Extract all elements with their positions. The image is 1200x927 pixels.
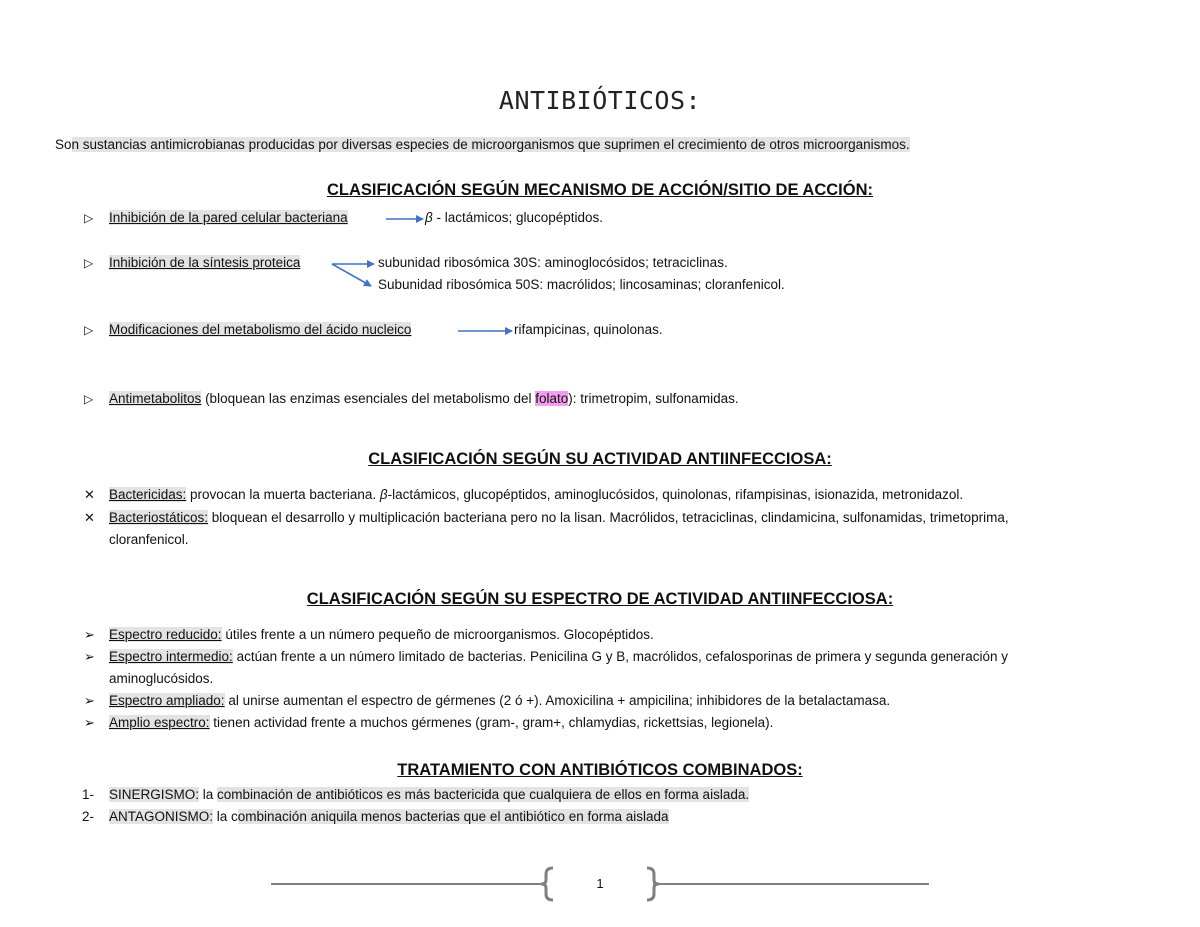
- intro-highlighted: n sustancias antimicrobianas producidas por diversas especies de microorganismos que suprimen el crecimiento de otros microorganismos.: [71, 137, 910, 152]
- mechanism-item-4: [84, 391, 93, 406]
- spectrum-bullet-4: [84, 715, 95, 731]
- spectrum-line-2-cont: aminoglucósidos.: [109, 671, 214, 686]
- spectrum-bullet-2: [84, 649, 95, 665]
- page-title: ANTIBIÓTICOS:: [498, 86, 702, 115]
- activity-bullet-1: [84, 487, 95, 503]
- arrow-icon: [332, 264, 371, 286]
- arrowhead-icon: ➢: [84, 693, 95, 708]
- x-mark-icon: ✕: [84, 487, 95, 502]
- x-mark-icon: ✕: [84, 510, 95, 525]
- mechanism-line-4: Antimetabolitos (bloquean las enzimas esenciales del metabolismo del folato): trimetropim, sulfonamidas.: [109, 391, 739, 406]
- spectrum-bullet-3: [84, 693, 95, 709]
- mechanism-result-3: rifampicinas, quinolonas.: [514, 322, 663, 337]
- combo-number-2: 2-: [82, 809, 95, 824]
- intro-paragraph: [55, 137, 910, 152]
- mechanism-label-3: Modificaciones del metabolismo del ácido nucleico: [109, 322, 412, 337]
- left-brace-icon: [541, 868, 553, 900]
- spectrum-label-2: Espectro intermedio:: [109, 649, 233, 664]
- section1-heading: CLASIFICACIÓN SEGÚN MECANISMO DE ACCIÓN/SITIO DE ACCIÓN:: [326, 181, 874, 199]
- combo-line-1: SINERGISMO: la combinación de antibióticos es más bactericida que cualquiera de ellos en forma aislada.: [109, 787, 750, 802]
- mechanism-item-1: [84, 210, 93, 225]
- section2-heading: CLASIFICACIÓN SEGÚN SU ACTIVIDAD ANTIINFECCIOSA:: [368, 450, 832, 468]
- arrowhead-icon: ➢: [84, 715, 95, 730]
- section3-heading: CLASIFICACIÓN SEGÚN SU ESPECTRO DE ACTIVIDAD ANTIINFECCIOSA:: [306, 590, 894, 608]
- mechanism-label-2: Inhibición de la síntesis proteica: [109, 255, 301, 270]
- combo-line-2: ANTAGONISMO: la combinación aniquila menos bacterias que el antibiótico en forma aislada: [109, 809, 669, 824]
- triangle-right-icon: ▷: [84, 256, 94, 270]
- beta-symbol: β: [425, 210, 433, 225]
- activity-line-2-cont: cloranfenicol.: [109, 532, 189, 547]
- right-brace-icon: [647, 868, 659, 900]
- activity-label-2: Bacteriostáticos:: [109, 510, 209, 525]
- triangle-right-icon: ▷: [84, 392, 94, 406]
- activity-label-1: Bactericidas:: [109, 487, 187, 502]
- spectrum-label-1: Espectro reducido:: [109, 627, 222, 642]
- spectrum-label-3: Espectro ampliado:: [109, 693, 225, 708]
- combo-label-2: ANTAGONISMO:: [109, 809, 214, 824]
- activity-line-1: Bactericidas: provocan la muerta bacteriana. β-lactámicos, glucopéptidos, aminoglucósidos, quinolonas, rifampisinas, isionazida, metronidazol.: [109, 487, 964, 502]
- intro-pre: So: [55, 137, 72, 152]
- spectrum-line-2: Espectro intermedio: actúan frente a un número limitado de bacterias. Penicilina G y B, macrólidos, cefalosporinas de primera y segunda generación y: [109, 649, 1008, 664]
- triangle-right-icon: ▷: [84, 323, 94, 337]
- mechanism-label-1: Inhibición de la pared celular bacteriana: [109, 210, 348, 225]
- mechanism-result-1: β - lactámicos; glucopéptidos.: [425, 210, 604, 225]
- page-number: 1: [596, 876, 604, 891]
- spectrum-label-4: Amplio espectro:: [109, 715, 210, 730]
- combo-number-1: 1-: [82, 787, 95, 802]
- section4-heading: TRATAMIENTO CON ANTIBIÓTICOS COMBINADOS:: [397, 761, 803, 779]
- spectrum-bullet-1: [84, 627, 95, 643]
- spectrum-line-1: Espectro reducido: útiles frente a un número pequeño de microorganismos. Glocopéptidos.: [109, 627, 654, 642]
- mechanism-item-2: [84, 255, 93, 270]
- activity-line-2: Bacteriostáticos: bloquean el desarrollo y multiplicación bacteriana pero no la lisan. Macrólidos, tetraciclinas, clindamicina, sulfonamidas, trimetoprima,: [109, 510, 1009, 525]
- beta-symbol: β: [379, 487, 388, 502]
- mechanism-result-2a: subunidad ribosómica 30S: aminoglocósidos; tetraciclinas.: [378, 255, 728, 270]
- triangle-right-icon: ▷: [84, 211, 94, 225]
- combo-label-1: SINERGISMO:: [109, 787, 200, 802]
- arrowhead-icon: ➢: [84, 649, 95, 664]
- arrowhead-icon: ➢: [84, 627, 95, 642]
- mechanism-label-4: Antimetabolitos: [109, 391, 202, 406]
- folato-highlight: folato: [535, 391, 569, 406]
- mechanism-result-2b: Subunidad ribosómica 50S: macrólidos; lincosaminas; cloranfenicol.: [378, 277, 785, 292]
- spectrum-line-3: Espectro ampliado: al unirse aumentan el espectro de gérmenes (2 ó +). Amoxicilina + ampicilina; inhibidores de la betalactamasa.: [109, 693, 891, 708]
- activity-bullet-2: [84, 510, 95, 526]
- mechanism-item-3: [84, 322, 93, 337]
- spectrum-line-4: Amplio espectro: tienen actividad frente a muchos gérmenes (gram-, gram+, chlamydias, rickettsias, legionela).: [109, 715, 774, 730]
